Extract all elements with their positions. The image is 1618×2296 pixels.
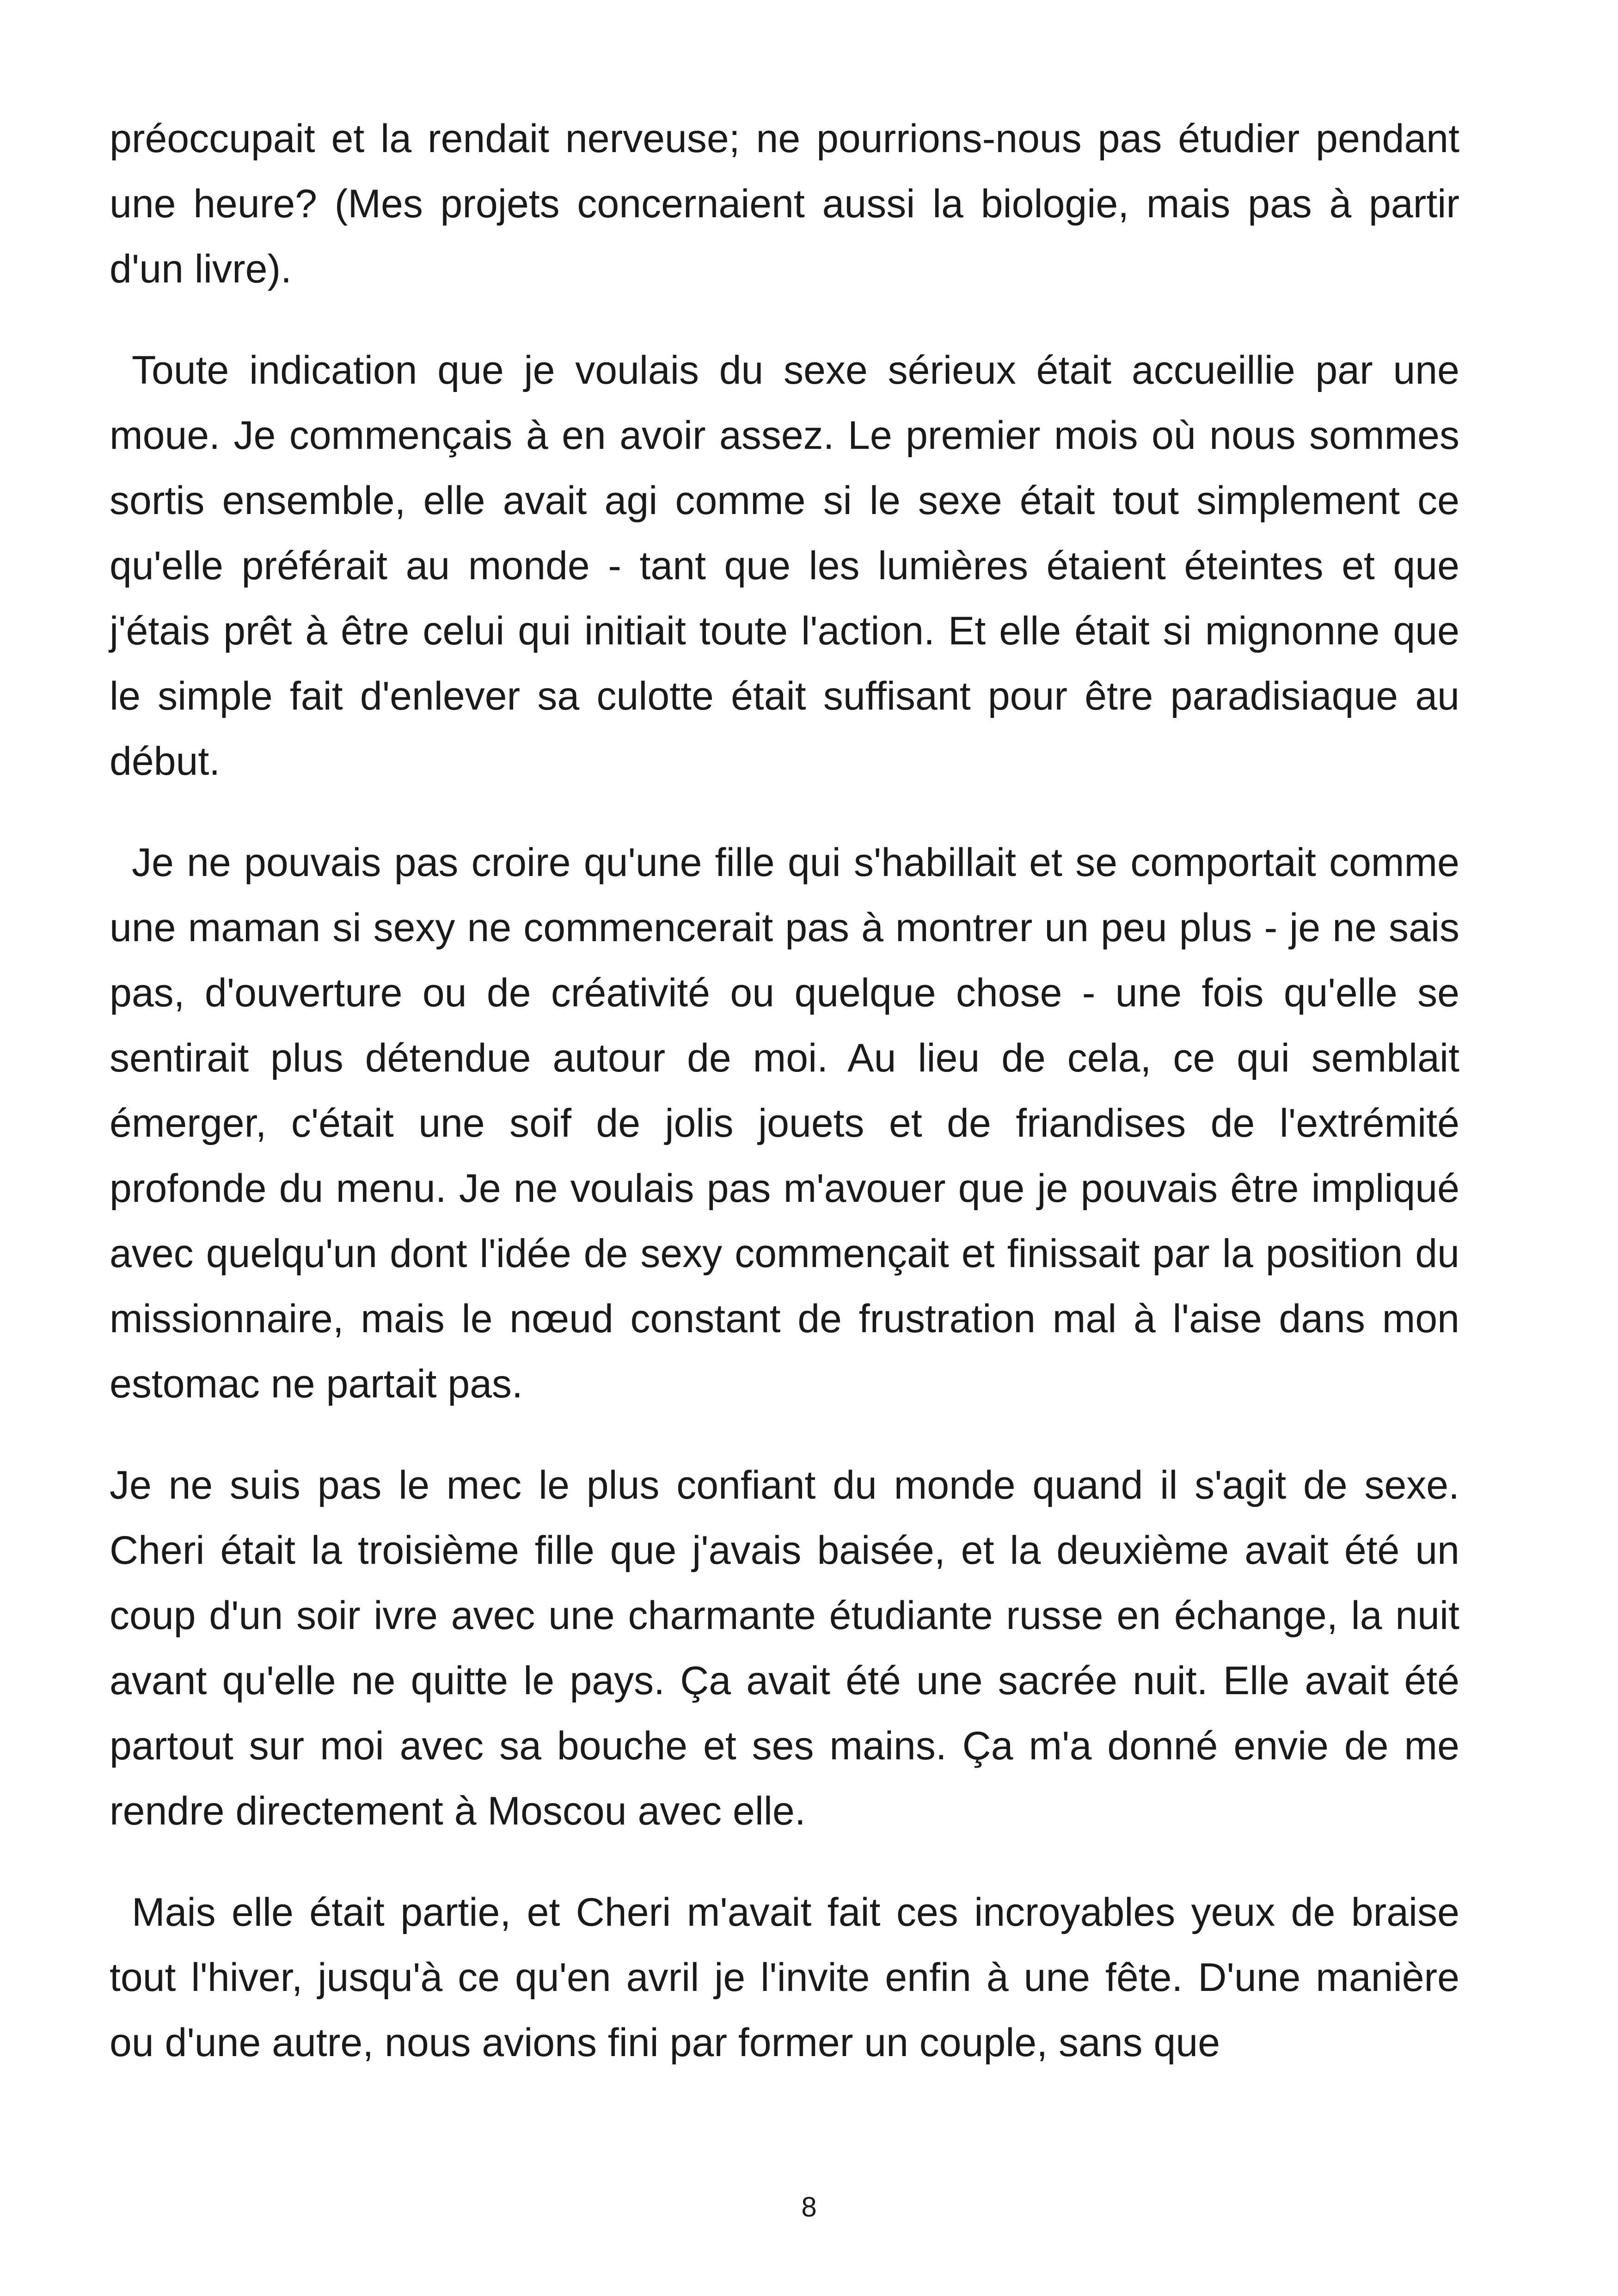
paragraph-5: Mais elle était partie, et Cheri m'avait fait ces incroyables yeux de braise tout l'hiver, jusqu'à ce qu'en avril je l'invite enfin à une fête. D'une manière ou d'une autre, nous avions fini par former un couple, sans que <box>110 1890 1459 2065</box>
body-text <box>110 106 1459 2112</box>
page-number: 8 <box>801 2192 817 2223</box>
paragraph-2: Toute indication que je voulais du sexe sérieux était accueillie par une moue. Je commençais à en avoir assez. Le premier mois où nous sommes sortis ensemble, elle avait agi comme si le sexe était tout simplement ce qu'elle préférait au monde - tant que les lumières étaient éteintes et que j'étais prêt à être celui qui initiait toute l'action. Et elle était si mignonne que le simple fait d'enlever sa culotte était suffisant pour être paradisiaque au début. <box>110 348 1459 784</box>
paragraph-1: préoccupait et la rendait nerveuse; ne pourrions-nous pas étudier pendant une heure? (Mes projets concernaient aussi la biologie, mais pas à partir d'un livre). <box>110 116 1459 291</box>
paragraph-4: Je ne suis pas le mec le plus confiant du monde quand il s'agit de sexe. Cheri était la troisième fille que j'avais baisée, et la deuxième avait été un coup d'un soir ivre avec une charmante étudiante russe en échange, la nuit avant qu'elle ne quitte le pays. Ça avait été une sacrée nuit. Elle avait été partout sur moi avec sa bouche et ses mains. Ça m'a donné envie de me rendre directement à Moscou avec elle. <box>110 1463 1459 1833</box>
paragraph-3: Je ne pouvais pas croire qu'une fille qui s'habillait et se comportait comme une maman si sexy ne commencerait pas à montrer un peu plus - je ne sais pas, d'ouverture ou de créativité ou quelque chose - une fois qu'elle se sentirait plus détendue autour de moi. Au lieu de cela, ce qui semblait émerger, c'était une soif de jolis jouets et de friandises de l'extrémité profonde du menu. Je ne voulais pas m'avouer que je pouvais être impliqué avec quelqu'un dont l'idée de sexy commençait et finissait par la position du missionnaire, mais le nœud constant de frustration mal à l'aise dans mon estomac ne partait pas. <box>110 840 1459 1406</box>
